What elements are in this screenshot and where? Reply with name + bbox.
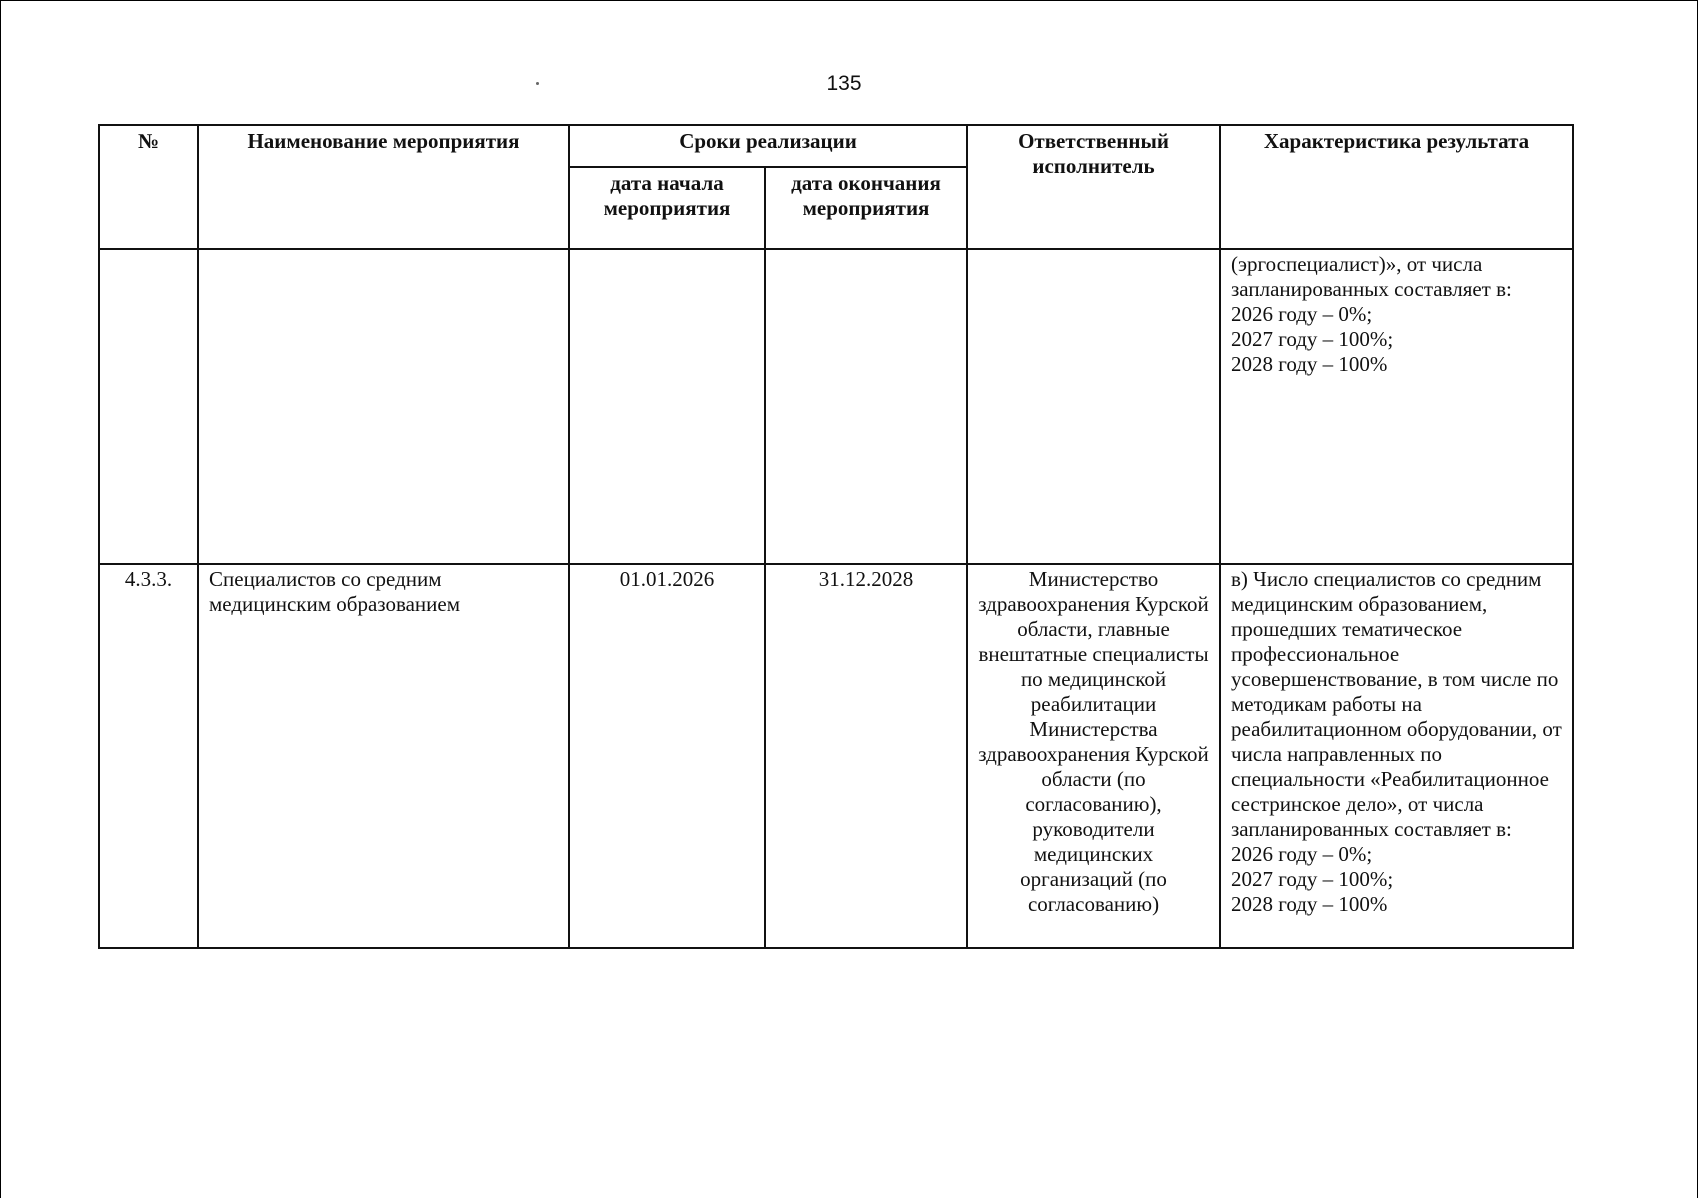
row-num	[99, 249, 198, 564]
measures-table	[98, 124, 1574, 949]
row-name	[198, 249, 569, 564]
row-responsible: Министерство здравоохранения Курской области, главные внештатные специалисты по медицинской реабилитации Министерства здравоохранения Курской области (по согласованию), руководители медицинских организаций (по согласованию)	[967, 564, 1220, 948]
page-number: 135	[826, 72, 862, 95]
header-end-date: дата окончания мероприятия	[765, 167, 967, 249]
scan-speck	[536, 82, 539, 85]
table-row	[99, 564, 1573, 948]
header-name: Наименование мероприятия	[198, 125, 569, 249]
table-row	[99, 249, 1573, 564]
table-header	[99, 125, 1573, 249]
header-start-date: дата начала мероприятия	[569, 167, 765, 249]
row-result: в) Число специалистов со средним медицинским образованием, прошедших тематическое профессиональное усовершенствование, в том числе по методикам работы на реабилитационном оборудовании, от числа направленных по специальности «Реабилитационное сестринское дело», от числа запланированных составляет в: 2026 году – 0%; 2027 году – 100%; 2028 году – 100%	[1220, 564, 1573, 948]
row-end-date	[765, 249, 967, 564]
row-num: 4.3.3.	[99, 564, 198, 948]
row-start-date	[569, 249, 765, 564]
header-num: №	[99, 125, 198, 249]
header-terms: Сроки реализации	[569, 125, 967, 167]
row-name: Специалистов со средним медицинским образованием	[198, 564, 569, 948]
header-result: Характеристика результата	[1220, 125, 1573, 249]
row-responsible	[967, 249, 1220, 564]
row-result: (эргоспециалист)», от числа запланированных составляет в: 2026 году – 0%; 2027 году – 100%; 2028 году – 100%	[1220, 249, 1573, 564]
row-end-date: 31.12.2028	[765, 564, 967, 948]
row-start-date: 01.01.2026	[569, 564, 765, 948]
header-responsible: Ответственный исполнитель	[967, 125, 1220, 249]
